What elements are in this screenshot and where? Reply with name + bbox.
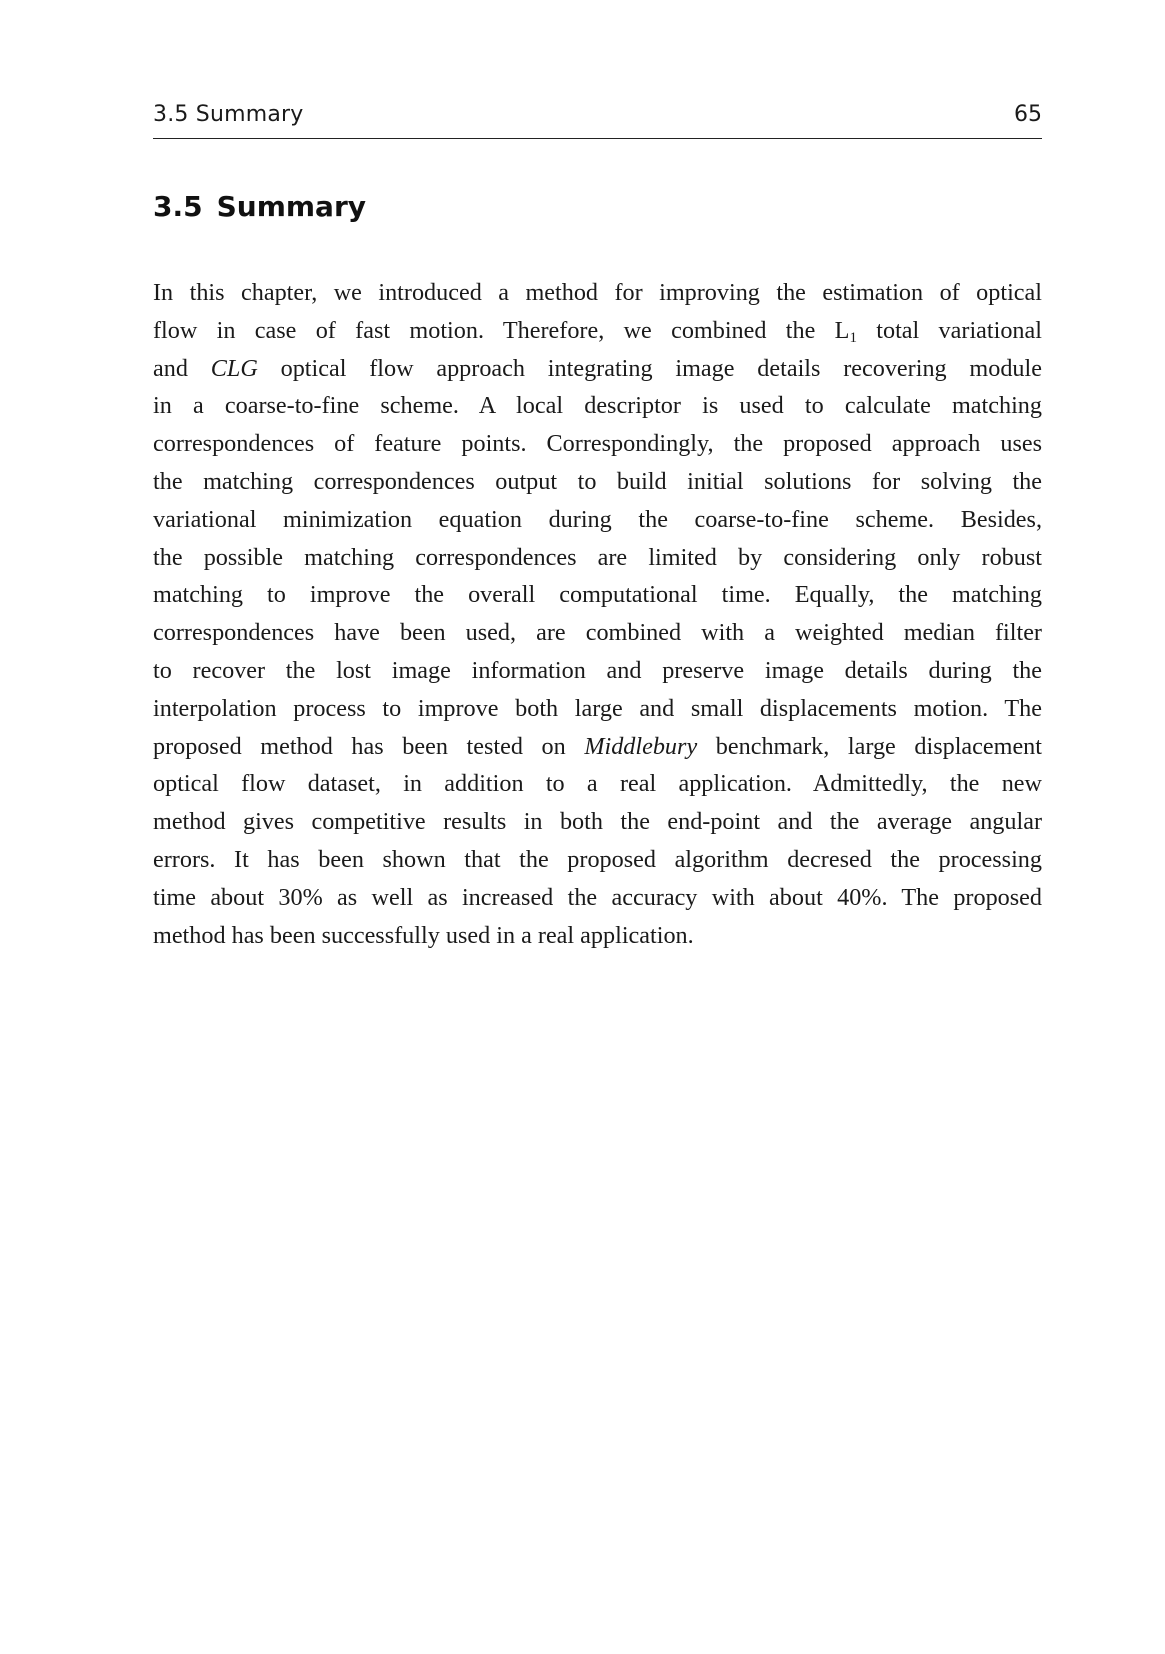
summary-paragraph <box>153 274 1042 954</box>
paragraph-line: method has been successfully used in a real application. <box>153 921 694 949</box>
running-header-section: 3.5 Summary <box>153 102 304 127</box>
emphasis-clg: CLG <box>210 354 258 382</box>
text-run: optical flow approach integrating image details recovering module <box>257 354 1042 382</box>
paragraph-line <box>153 312 1042 350</box>
paragraph-line <box>153 350 1042 388</box>
paragraph-line: correspondences have been used, are combined with a weighted median filter <box>153 619 1042 647</box>
text-run: flow in case of fast motion. Therefore, we combined the L <box>153 316 850 344</box>
paragraph-line: the matching correspondences output to build initial solutions for solving the <box>153 467 1042 495</box>
text-run: benchmark, large displacement <box>697 732 1042 760</box>
text-run: proposed method has been tested on <box>153 732 585 760</box>
section-number: 3.5 <box>153 190 203 223</box>
section-heading <box>153 190 366 223</box>
paragraph-line: interpolation process to improve both large and small displacements motion. The <box>153 694 1042 722</box>
paragraph-line: In this chapter, we introduced a method for improving the estimation of optical <box>153 279 1042 306</box>
text-run: and <box>153 354 211 382</box>
section-title: Summary <box>216 190 367 223</box>
subscript: 1 <box>849 329 857 346</box>
paragraph-line: time about 30% as well as increased the accuracy with about 40%. The proposed <box>153 883 1042 911</box>
paragraph-line: to recover the lost image information and preserve image details during the <box>153 656 1042 684</box>
paragraph-line: in a coarse-to-fine scheme. A local descriptor is used to calculate matching <box>153 392 1042 420</box>
paragraph-line: method gives competitive results in both the end-point and the average angular <box>153 808 1042 836</box>
paragraph-line: the possible matching correspondences are limited by considering only robust <box>153 543 1042 571</box>
paragraph-line: optical flow dataset, in addition to a real application. Admittedly, the new <box>153 770 1042 798</box>
running-header <box>153 98 1042 139</box>
paragraph-line: errors. It has been shown that the proposed algorithm decresed the processing <box>153 845 1042 873</box>
paragraph-line: matching to improve the overall computational time. Equally, the matching <box>153 581 1042 609</box>
emphasis-middlebury: Middlebury <box>584 732 698 760</box>
text-run: total variational <box>856 316 1042 344</box>
paragraph-line: correspondences of feature points. Correspondingly, the proposed approach uses <box>153 430 1042 458</box>
paragraph-line: variational minimization equation during the coarse-to-fine scheme. Besides, <box>153 505 1042 533</box>
paragraph-line <box>153 728 1042 766</box>
page-number: 65 <box>1014 102 1042 127</box>
